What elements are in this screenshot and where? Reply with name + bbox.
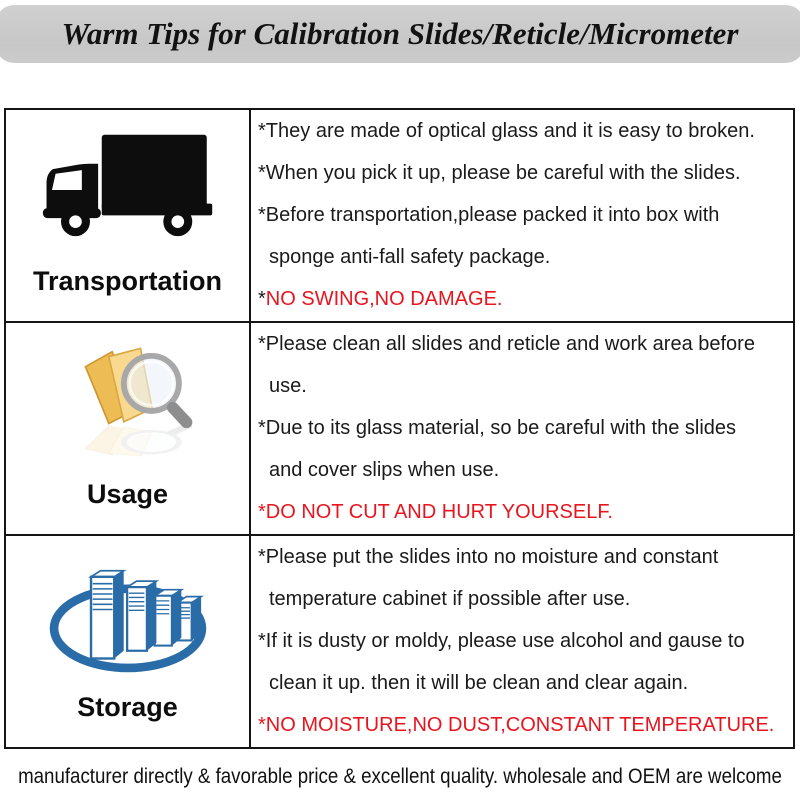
tip-line: [258, 578, 791, 620]
asterisk: *: [258, 630, 266, 652]
asterisk: *: [258, 204, 266, 226]
tip-line-warning: [258, 492, 791, 534]
tip-text: Before transportation,please packed it into box with: [265, 204, 720, 226]
tip-line: [258, 663, 791, 705]
row-label-usage: Usage: [86, 479, 169, 509]
transportation-cell: [6, 110, 251, 321]
table-row-storage: [6, 534, 793, 747]
server-cabinet-icon: [46, 551, 210, 685]
tip-text: clean it up. then it will be clean and clear again.: [269, 672, 689, 695]
tip-text: Due to its glass material, so be careful with the slides: [265, 417, 737, 439]
tip-text: When you pick it up, please be careful with the slides.: [265, 161, 741, 184]
page-title: Warm Tips for Calibration Slides/Reticle/Micrometer: [61, 16, 739, 51]
tip-line: [258, 620, 791, 662]
tip-line: [258, 323, 791, 365]
asterisk: *: [258, 288, 266, 311]
table-row-usage: [6, 321, 793, 534]
tip-text: If it is dusty or moldy, please use alcohol and gause to: [265, 630, 745, 652]
row-label-storage: Storage: [77, 692, 178, 722]
tip-line: [258, 407, 791, 449]
tip-text: sponge anti-fall safety package.: [269, 246, 551, 269]
tip-text: They are made of optical glass and it is easy to broken.: [265, 119, 755, 142]
table-row-transportation: [6, 110, 793, 321]
tip-line: [258, 536, 791, 578]
usage-cell: [6, 323, 251, 534]
asterisk: *: [258, 545, 266, 568]
folder-magnifier-icon: [57, 330, 199, 481]
icon-box: [6, 110, 249, 268]
asterisk: *: [258, 417, 266, 439]
tip-text: Please clean all slides and reticle and work area before: [265, 332, 755, 355]
tip-text: Please put the slides into no moisture and constant: [265, 545, 719, 568]
transportation-tips: [251, 110, 793, 321]
usage-tips: [251, 323, 793, 534]
tip-line: [258, 152, 791, 194]
tip-line-warning: [258, 279, 791, 321]
tip-line: [258, 237, 791, 279]
warning-text: DO NOT CUT AND HURT YOURSELF.: [265, 501, 613, 524]
icon-box: [6, 536, 249, 694]
truck-icon: [42, 131, 214, 254]
storage-cell: [6, 536, 251, 747]
warning-text: NO SWING,NO DAMAGE.: [265, 288, 503, 311]
tip-line: [258, 194, 791, 236]
tip-text: use.: [269, 374, 307, 397]
row-label-transportation: Transportation: [32, 266, 222, 296]
footer-tagline: [0, 756, 800, 796]
asterisk: *: [258, 501, 266, 524]
asterisk: *: [258, 161, 266, 184]
tip-line-warning: [258, 705, 791, 747]
icon-box: [6, 323, 249, 481]
footer-text: manufacturer directly & favorable price & excellent quality. wholesale and OEM are welcome: [18, 763, 782, 788]
tip-line: [258, 450, 791, 492]
storage-tips: [251, 536, 793, 747]
asterisk: *: [258, 119, 266, 142]
tip-text: and cover slips when use.: [269, 459, 500, 482]
tips-table: [4, 108, 795, 749]
title-banner: [0, 5, 800, 63]
warning-text: NO MOISTURE,NO DUST,CONSTANT TEMPERATURE.: [265, 714, 775, 737]
asterisk: *: [258, 714, 266, 737]
asterisk: *: [258, 332, 266, 355]
tip-line: [258, 110, 791, 152]
tip-line: [258, 365, 791, 407]
tip-text: temperature cabinet if possible after use.: [269, 587, 631, 610]
